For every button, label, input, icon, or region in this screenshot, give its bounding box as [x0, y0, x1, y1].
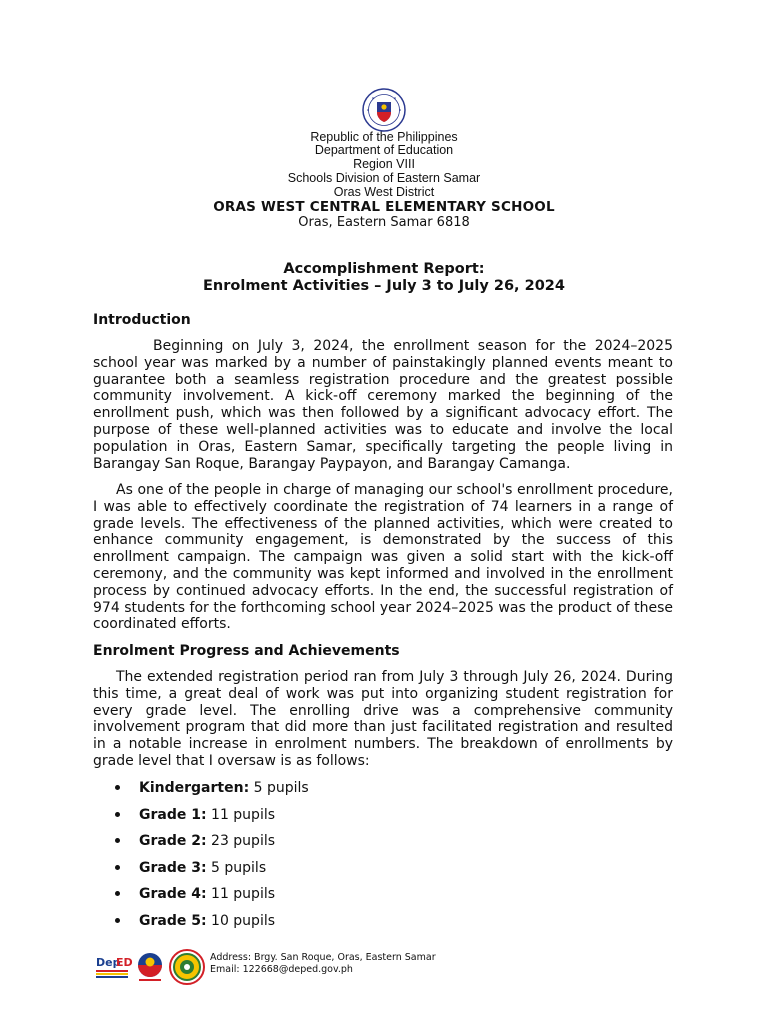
svg-text:ED: ED [116, 956, 133, 969]
grade-count: 11 pupils [211, 806, 276, 823]
grade-label: Grade 4: [139, 886, 207, 902]
bullet-icon [115, 918, 120, 923]
school-address: Oras, Eastern Samar 6818 [298, 215, 470, 230]
header-district: Oras West District [333, 185, 435, 199]
enrolment-list [113, 778, 309, 937]
section-heading-introduction: Introduction [93, 312, 191, 328]
bullet-icon [115, 891, 120, 896]
grade-label: Grade 3: [139, 859, 207, 876]
intro-paragraph-2: As one of the people in charge of managing our school's enrollment procedure, I was able to effectively coordinate the registration of 74 learners in a range of grade levels. The effectiveness of the planned activities, which were created to enhance community engagement, is demonstrated by the success of this enrollment campaign. The campaign was given a solid start with the kick-off ceremony, and the community was kept informed and involved in the enrollment process by continued advocacy efforts. In the end, the successful registration of 974 students for the forthcoming school year 2024–2025 was the product of these coordinated efforts. [93, 482, 673, 633]
grade-label: Grade 2: [139, 833, 207, 849]
list-item [113, 805, 309, 832]
footer-email: Email: 122668@deped.gov.ph [210, 963, 353, 975]
grade-count: 11 pupils [211, 886, 276, 902]
list-item [113, 858, 309, 885]
header-division: Schools Division of Eastern Samar [287, 171, 481, 185]
list-item [113, 911, 309, 938]
footer-address: Address: Brgy. San Roque, Oras, Eastern Samar [210, 952, 436, 963]
deped-seal-logo [362, 88, 406, 132]
bagong-pilipinas-logo [138, 953, 162, 981]
list-item [113, 884, 309, 911]
bullet-icon [115, 838, 120, 843]
footer-contact [210, 952, 436, 975]
list-item [113, 831, 309, 858]
header-department: Department of Education [314, 143, 454, 157]
deped-matatag-logo [95, 952, 133, 982]
section-heading-progress: Enrolment Progress and Achievements [93, 643, 400, 659]
grade-label: Kindergarten: [139, 780, 250, 796]
grade-label: Grade 5: [139, 912, 207, 929]
report-title-line1: Accomplishment Report: [283, 261, 485, 277]
report-title-line2: Enrolment Activities – July 3 to July 26, 2024 [203, 278, 565, 294]
bullet-icon [115, 865, 120, 870]
svg-text:Dep: Dep [96, 956, 121, 969]
grade-count: 5 pupils [253, 780, 309, 796]
grade-label: Grade 1: [139, 806, 207, 823]
progress-paragraph-1: The extended registration period ran from July 3 through July 26, 2024. During this time, a great deal of work was put into organizing student registration for every grade level. The enrolling drive was a comprehensive community involvement program that did more than just facilitated registration and resulted in a notable increase in enrolment numbers. The breakdown of enrollments by grade level that I oversaw is as follows: [93, 669, 673, 769]
school-seal-logo [170, 950, 204, 984]
school-name: ORAS WEST CENTRAL ELEMENTARY SCHOOL [213, 199, 555, 215]
grade-count: 23 pupils [211, 833, 276, 849]
intro-paragraph-1: Beginning on July 3, 2024, the enrollment season for the 2024–2025 school year was marked by a number of painstakingly planned events meant to guarantee both a seamless registration procedure and the greatest possible community involvement. A kick-off ceremony marked the beginning of the enrollment push, which was then followed by a significant advocacy effort. The purpose of these well-planned activities was to educate and involve the local population in Oras, Eastern Samar, specifically targeting the people living in Barangay San Roque, Barangay Paypayon, and Barangay Camanga. [93, 338, 673, 472]
list-item [113, 778, 309, 805]
grade-count: 10 pupils [211, 912, 276, 929]
footer-logos [95, 948, 207, 986]
header-republic: Republic of the Philippines [310, 130, 458, 144]
header-region: Region VIII [353, 157, 415, 171]
bullet-icon [115, 785, 120, 790]
bullet-icon [115, 812, 120, 817]
grade-count: 5 pupils [211, 859, 267, 876]
